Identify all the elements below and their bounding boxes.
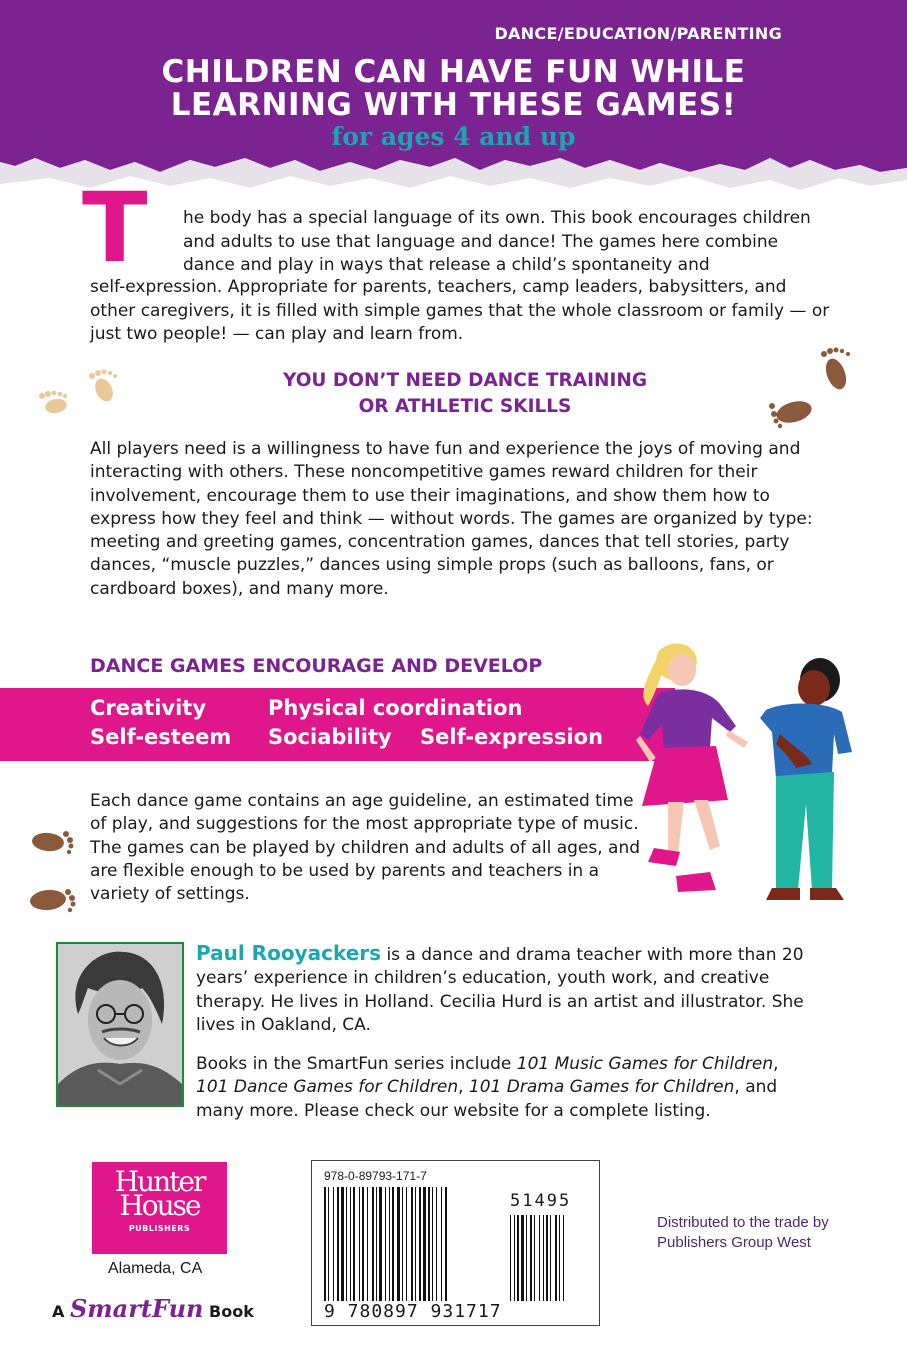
barcode-bar xyxy=(428,1187,430,1301)
barcode-bar xyxy=(362,1187,364,1301)
publisher-city: Alameda, CA xyxy=(108,1260,203,1277)
barcode-bar xyxy=(432,1187,433,1301)
barcode-bar xyxy=(372,1187,374,1301)
barcode-bar xyxy=(563,1215,564,1301)
drop-cap-letter: T xyxy=(82,172,148,284)
author-bio xyxy=(196,942,816,1037)
barcode-bar xyxy=(392,1187,394,1301)
logo-publishers: PUBLISHERS xyxy=(128,1224,191,1233)
series-suffix: Book xyxy=(203,1302,254,1321)
barcode-bar xyxy=(517,1215,519,1301)
intro-paragraph-start: he body has a special language of its own. This book encourages children and adults to use that language and dance! The games here combine dance and play in ways that release a child’s spontaneity and xyxy=(183,208,811,275)
barcode-bar xyxy=(402,1187,403,1301)
skill-physical-coordination: Physical coordination xyxy=(268,696,523,720)
barcode-bar xyxy=(534,1215,535,1301)
barcode-bar xyxy=(341,1187,344,1301)
author-name: Paul Rooyackers xyxy=(196,941,382,965)
books-outro: , and many more. Please check our website for a complete listing. xyxy=(196,1077,778,1121)
skills-band xyxy=(0,688,675,761)
barcode-bar xyxy=(445,1187,447,1301)
section-heading-no-training xyxy=(200,368,730,420)
barcode-bar xyxy=(406,1187,407,1301)
headline xyxy=(0,56,907,122)
author-bio-text: is a dance and drama teacher with more than 20 years’ experience in children’s education, youth work, and creative therapy. He lives in Holland. Cecilia Hurd is an artist and illustrator. She lives in Oakland, CA. xyxy=(196,945,804,1035)
headline-line-2: LEARNING WITH THESE GAMES! xyxy=(170,87,737,123)
barcode-bar xyxy=(389,1187,390,1301)
section-body-age-guideline: Each dance game contains an age guideline, an estimated time of play, and suggestions for the most appropriate type of music. The games can be played by children and adults of all ages, and are flexible enough to be used by parents and teachers in a variety of settings. xyxy=(90,791,641,905)
intro-paragraph-rest: self-expression. Appropriate for parents, teachers, camp leaders, babysitters, and other caregivers, it is filled with simple games that the whole classroom or family — or just two people! — can play and learn from. xyxy=(90,277,830,344)
logo-line-1: Hunter xyxy=(114,1165,205,1198)
barcode-bar xyxy=(411,1187,413,1301)
barcode-bar xyxy=(379,1187,382,1301)
section-heading-dance-games: DANCE GAMES ENCOURAGE AND DEVELOP xyxy=(90,655,543,677)
isbn-bottom: 9 780897 931717 xyxy=(324,1301,502,1322)
barcode-bar xyxy=(328,1187,329,1301)
barcode-bar xyxy=(423,1187,426,1301)
barcode-bar xyxy=(419,1187,421,1301)
barcode-bar xyxy=(441,1187,442,1301)
top-banner xyxy=(0,0,907,200)
book-title-music: 101 Music Games for Children xyxy=(516,1054,774,1074)
footprints-icon xyxy=(14,820,84,920)
author-photo xyxy=(56,942,184,1107)
footprints-icon xyxy=(764,346,864,436)
barcode-bar xyxy=(337,1187,339,1301)
barcode-bar xyxy=(555,1215,557,1301)
barcode-bar xyxy=(550,1215,551,1301)
barcode-bar xyxy=(397,1187,400,1301)
series-label xyxy=(52,1294,254,1323)
barcode-bar xyxy=(367,1187,368,1301)
barcode-bar xyxy=(546,1215,548,1301)
heading-line-1: YOU DON’T NEED DANCE TRAINING xyxy=(282,370,648,391)
barcode-bar xyxy=(514,1215,515,1301)
skill-creativity: Creativity xyxy=(90,696,207,720)
books-sep: , xyxy=(458,1077,469,1098)
isbn-top: 978-0-89793-171-7 xyxy=(324,1169,427,1183)
barcode-bar xyxy=(376,1187,377,1301)
barcode-bar xyxy=(333,1187,334,1301)
footprints-icon xyxy=(36,368,126,418)
barcode-bar xyxy=(530,1215,532,1301)
barcode-bar xyxy=(415,1187,416,1301)
logo-line-2: House xyxy=(119,1189,200,1222)
age-range: for ages 4 and up xyxy=(331,122,576,151)
barcode-bar xyxy=(539,1215,540,1301)
books-intro: Books in the SmartFun series include xyxy=(196,1054,517,1074)
distribution-line-2: Publishers Group West xyxy=(657,1234,811,1251)
barcode-bar xyxy=(359,1187,360,1301)
barcode-bar xyxy=(559,1215,560,1301)
book-title-dance: 101 Dance Games for Children xyxy=(196,1077,459,1098)
distribution-note xyxy=(657,1213,877,1253)
barcode-bar xyxy=(521,1215,524,1301)
barcode-bar xyxy=(543,1215,544,1301)
barcode-bar xyxy=(385,1187,386,1301)
heading-line-2: OR ATHLETIC SKILLS xyxy=(358,396,572,417)
author-portrait xyxy=(58,944,182,1105)
publisher-logo-name xyxy=(96,1165,223,1222)
headline-line-1: CHILDREN CAN HAVE FUN WHILE xyxy=(161,54,746,90)
price-code: 51495 xyxy=(510,1191,572,1211)
barcode-bar xyxy=(353,1187,355,1301)
book-title-drama: 101 Drama Games for Children xyxy=(468,1077,735,1098)
distribution-line-1: Distributed to the trade by xyxy=(657,1214,829,1231)
barcode-bar xyxy=(436,1187,437,1301)
barcode-bar xyxy=(510,1215,511,1301)
publisher-logo xyxy=(92,1162,227,1254)
barcode-box xyxy=(311,1160,600,1326)
dancing-boy-illustration xyxy=(752,654,862,904)
books-sep: , xyxy=(773,1054,779,1074)
series-prefix: A xyxy=(52,1302,70,1321)
section-body-no-training: All players need is a willingness to have fun and experience the joys of moving and interacting with others. These noncompetitive games reward children for their involvement, encourage them to use their imaginations, and show them how to express how they feel and think — without words. The games are organized by type: meeting and greeting games, concentration games, dances that tell stories, party dances, “muscle puzzles,” dances using simple props (such as balloons, fans, or cardboard boxes), and many more. xyxy=(90,439,813,599)
barcode-bar xyxy=(324,1187,326,1301)
skill-self-expression: Self-expression xyxy=(420,725,604,749)
skill-self-esteem: Self-esteem xyxy=(90,725,232,749)
barcode-bar xyxy=(526,1215,527,1301)
barcode-bar xyxy=(350,1187,351,1301)
series-books xyxy=(196,1053,816,1123)
skill-sociability: Sociability xyxy=(268,725,392,749)
drop-cap xyxy=(82,172,148,284)
category-label: DANCE/EDUCATION/PARENTING xyxy=(494,24,782,43)
barcode-bar xyxy=(346,1187,347,1301)
series-name: SmartFun xyxy=(69,1294,204,1323)
